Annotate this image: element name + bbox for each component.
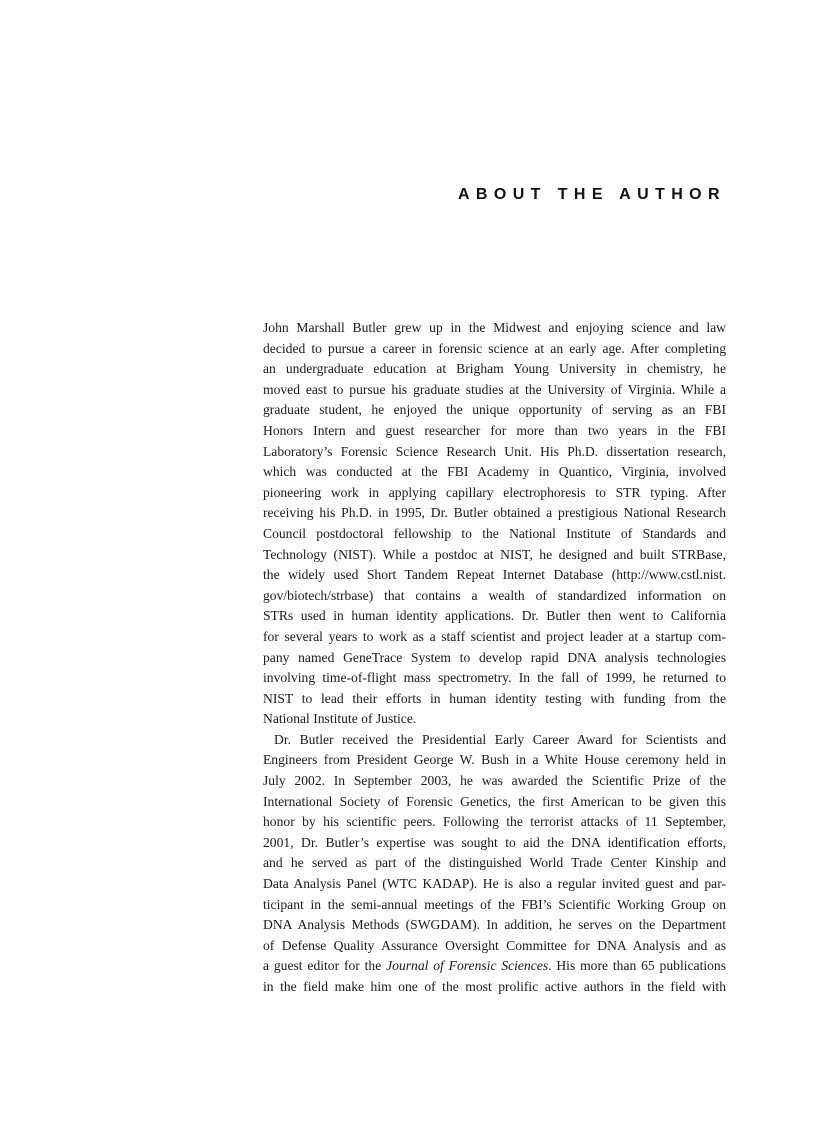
text-line: honor by his scientific peers. Following the terrorist attacks of 11 September, [263,814,726,830]
text-line: Council postdoctoral fellowship to the National Institute of Standards and [263,525,726,541]
text-line: 2001, Dr. Butler’s expertise was sought to aid the DNA identification efforts, [263,834,726,850]
text-line: and he served as part of the distinguished World Trade Center Kinship and [263,855,726,871]
paragraph-2 [263,730,726,998]
text-line: graduate student, he enjoyed the unique opportunity of serving as an FBI [263,402,726,418]
text-line: gov/biotech/strbase) that contains a wealth of standardized information on [263,587,726,603]
text-line: moved east to pursue his graduate studies at the University of Virginia. While a [263,381,726,397]
text-line: NIST to lead their efforts in human identity testing with funding from the [263,690,726,706]
text-line: STRs used in human identity applications. Dr. Butler then went to California [263,608,726,624]
text-line: involving time-of-flight mass spectrometry. In the fall of 1999, he returned to [263,670,726,686]
text-line: International Society of Forensic Genetics, the first American to be given this [263,793,726,809]
text-line: receiving his Ph.D. in 1995, Dr. Butler obtained a prestigious National Research [263,505,726,521]
text-line: Honors Intern and guest researcher for more than two years in the FBI [263,422,726,438]
text-line: Technology (NIST). While a postdoc at NIST, he designed and built STRBase, [263,546,726,562]
text-line: John Marshall Butler grew up in the Midwest and enjoying science and law [263,320,726,335]
text-line: for several years to work as a staff scientist and project leader at a startup com- [263,628,726,644]
journal-line-before: a guest editor for the [263,958,387,974]
text-line: decided to pursue a career in forensic science at an early age. After completing [263,340,726,356]
text-line: July 2002. In September 2003, he was awarded the Scientific Prize of the [263,773,726,789]
text-line: an undergraduate education at Brigham Young University in chemistry, he [263,361,726,377]
text-line: in the field make him one of the most prolific active authors in the field with [263,979,726,994]
text-line: Engineers from President George W. Bush in a White House ceremony held in [263,752,726,768]
journal-title: Journal of Forensic Sciences [386,958,549,974]
text-line: Data Analysis Panel (WTC KADAP). He is also a regular invited guest and par- [263,876,726,892]
text-line: Laboratory’s Forensic Science Research Unit. His Ph.D. dissertation research, [263,443,726,459]
journal-line-after: . His more than 65 publications [548,958,727,974]
text-line: pioneering work in applying capillary electrophoresis to STR typing. After [263,484,726,500]
text-line: which was conducted at the FBI Academy in Quantico, Virginia, involved [263,464,726,480]
chapter-heading: ABOUT THE AUTHOR [457,186,726,203]
text-line: of Defense Quality Assurance Oversight Committee for DNA Analysis and as [263,937,726,953]
text-line: DNA Analysis Methods (SWGDAM). In addition, he serves on the Department [263,917,726,933]
author-biography [263,318,726,998]
text-line: Dr. Butler received the Presidential Early Career Award for Scientists and [274,731,726,747]
paragraph-1 [263,318,726,730]
text-line: the widely used Short Tandem Repeat Internet Database (http://www.cstl.nist. [263,567,726,583]
text-line: ticipant in the semi-annual meetings of the FBI’s Scientific Working Group on [263,896,726,912]
text-line-journal [263,956,726,977]
text-line: pany named GeneTrace System to develop rapid DNA analysis technologies [263,649,726,665]
text-line: National Institute of Justice. [263,711,417,727]
